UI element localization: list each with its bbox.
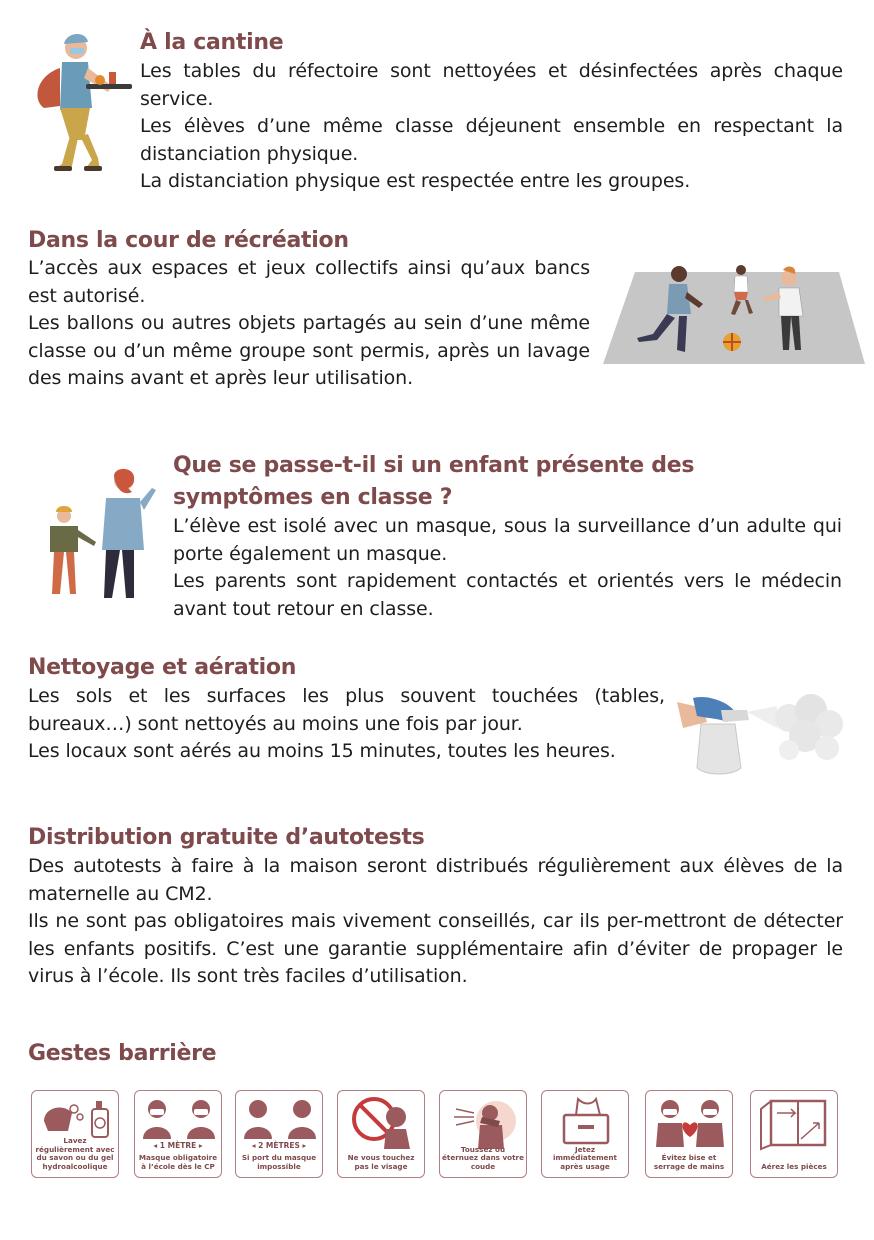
paragraph: Les parents sont rapidement contactés et orientés vers le médecin avant tout retour en classe.: [173, 570, 842, 620]
gesture-card-distance: [235, 1090, 323, 1178]
paragraph: La distanciation physique est respectée entre les groupes.: [140, 170, 691, 192]
distance-label: ◂ 1 MÈTRE ▸: [153, 1141, 203, 1150]
section-title-nettoyage: Nettoyage et aération: [28, 655, 297, 680]
section-text-nettoyage: [28, 683, 665, 766]
paragraph: Les sols et les surfaces les plus souvent touchées (tables, bureaux…) sont nettoyés au moins une fois par jour.: [28, 685, 665, 735]
section-title-autotests: Distribution gratuite d’autotests: [28, 825, 425, 850]
mask-1m-icon: [141, 1095, 217, 1141]
paragraph: Les locaux sont aérés au moins 15 minutes, toutes les heures.: [28, 740, 616, 762]
gesture-caption: Ne vous touchez pas le visage: [347, 1153, 415, 1171]
waiter-illustration: [26, 28, 138, 178]
gesture-caption: Lavez régulièrement avec du savon ou du gel hydroalcoolique: [35, 1136, 115, 1171]
no-face-touch-icon: [344, 1095, 420, 1149]
paragraph: Les tables du réfectoire sont nettoyées et désinfectées après chaque service.: [140, 60, 843, 110]
paragraph: Des autotests à faire à la maison seront distribués régulièrement aux élèves de la maternelle au CM2.: [28, 855, 843, 905]
gesture-card-cough: [439, 1090, 527, 1178]
gesture-card-mask: [134, 1090, 222, 1178]
gesture-caption: Masque obligatoire à l’école dès le CP: [138, 1153, 218, 1171]
distance-label: ◂ 2 MÈTRES ▸: [251, 1141, 307, 1150]
section-title-cantine: À la cantine: [140, 30, 284, 55]
gesture-card-face: [337, 1090, 425, 1178]
section-text-symptomes: [173, 513, 842, 623]
distance-2m-icon: [242, 1095, 318, 1141]
section-title-gestes: Gestes barrière: [28, 1041, 217, 1066]
playground-illustration: [603, 262, 865, 367]
section-text-recreation: [28, 255, 590, 393]
paragraph: L’accès aux espaces et jeux collectifs ainsi qu’aux bancs est autorisé.: [28, 257, 590, 307]
gesture-card-tissue: [541, 1090, 629, 1178]
tissue-bin-icon: [548, 1095, 624, 1149]
paragraph: Les élèves d’une même classe déjeunent ensemble en respectant la distanciation physique.: [140, 115, 843, 165]
gesture-caption: Toussez ou éternuez dans votre coude: [442, 1144, 524, 1171]
gesture-card-handwash: [31, 1090, 119, 1178]
gesture-caption: Évitez bise et serrage de mains: [653, 1153, 725, 1171]
paragraph: L’élève est isolé avec un masque, sous la surveillance d’un adulte qui porte également un masque.: [173, 515, 842, 565]
parent-child-illustration: [36, 466, 156, 606]
no-kiss-icon: [652, 1095, 728, 1149]
section-title-symptomes: [173, 450, 694, 514]
title-line: Que se passe-t-il si un enfant présente des: [173, 453, 695, 478]
spray-bottle-illustration: [677, 688, 847, 778]
gesture-card-ventilate: [750, 1090, 838, 1178]
cough-elbow-icon: [446, 1095, 522, 1149]
gesture-caption: Aérez les pièces: [761, 1161, 827, 1171]
paragraph: Ils ne sont pas obligatoires mais vivement conseillés, car ils per-mettront de détecter les enfants positifs. C’est une garantie supplémentaire afin d’éviter de propager le virus à l’école. Ils sont très faciles d’utilisation.: [28, 910, 843, 987]
title-line: symptômes en classe ?: [173, 485, 453, 510]
section-text-autotests: [28, 853, 843, 991]
handwash-icon: [38, 1095, 114, 1141]
gesture-card-kiss: [645, 1090, 733, 1178]
ventilate-icon: [757, 1095, 833, 1153]
gesture-caption: Jetez immédiatement après usage: [552, 1144, 617, 1171]
gesture-caption: Si port du masque impossible: [241, 1153, 317, 1171]
paragraph: Les ballons ou autres objets partagés au sein d’une même classe ou d’un même groupe sont permis, après un lavage des mains avant et après leur utilisation.: [28, 312, 590, 389]
section-title-recreation: Dans la cour de récréation: [28, 228, 349, 253]
section-text-cantine: [140, 58, 843, 196]
